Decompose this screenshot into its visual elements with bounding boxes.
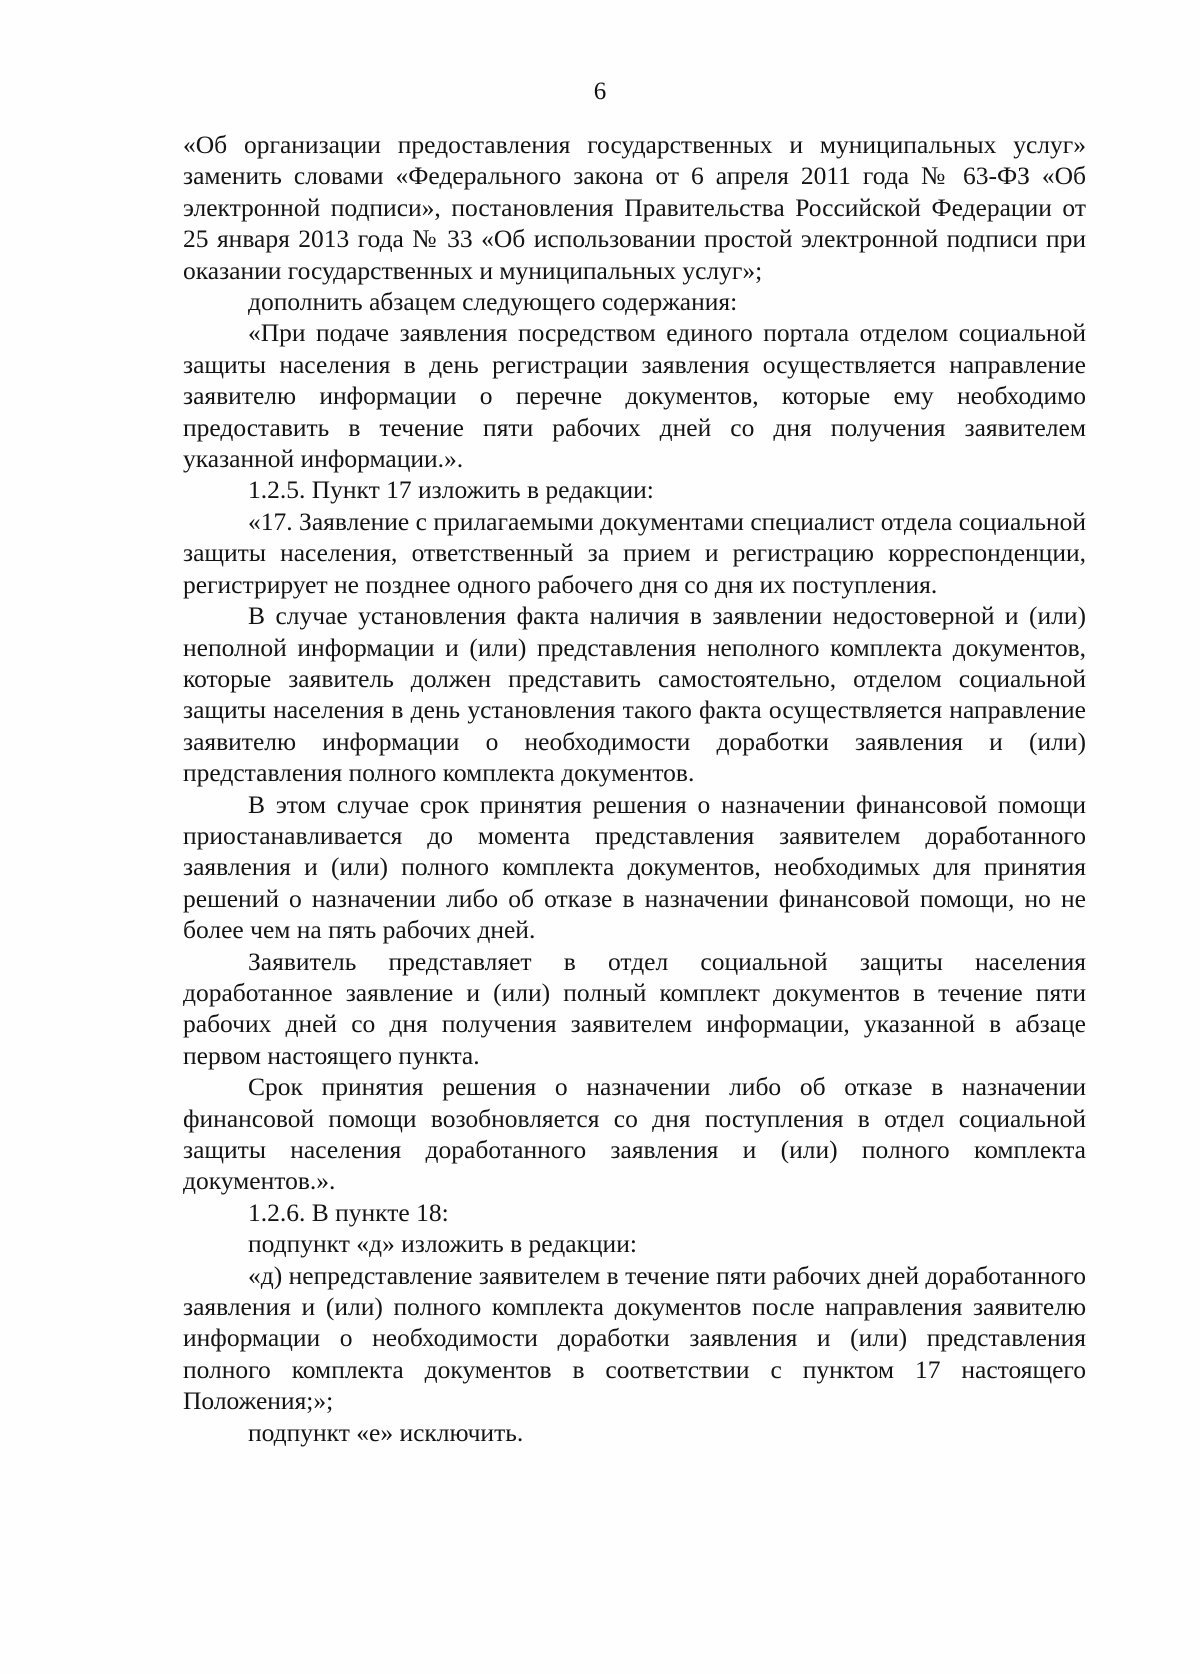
paragraph-11: подпункт «д» изложить в редакции:: [248, 1229, 637, 1259]
document-body: [183, 129, 1086, 1448]
paragraph-5: «17. Заявление с прилагаемыми документами специалист отдела социальной защиты населения, ответственный за прием и регистрацию корреспонденции, регистрирует не позднее одного рабочего дня со дня их поступления.: [183, 506, 1086, 599]
paragraph-4: 1.2.5. Пункт 17 изложить в редакции:: [248, 475, 654, 505]
paragraph-13: подпункт «е» исключить.: [248, 1417, 524, 1447]
page-number: 6: [593, 78, 607, 105]
paragraph-10: 1.2.6. В пункте 18:: [248, 1197, 449, 1227]
paragraph-3: «При подаче заявления посредством единого портала отделом социальной защиты населения в день регистрации заявления осуществляется направление заявителю информации о перечне документов, которые ему необходимо предоставить в течение пяти рабочих дней со дня получения заявителем указанной информации.».: [183, 318, 1086, 474]
paragraph-9: Срок принятия решения о назначении либо об отказе в назначении финансовой помощи возобновляется со дня поступления в отдел социальной защиты населения доработанного заявления и (или) полного комплекта документов.».: [183, 1072, 1086, 1196]
paragraph-1: «Об организации предоставления государственных и муниципальных услуг» заменить словами «Федерального закона от 6 апреля 2011 года № 63-ФЗ «Об электронной подписи», постановления Правительства Российской Федерации от 25 января 2013 года № 33 «Об использовании простой электронной подписи при оказании государственных и муниципальных услуг»;: [183, 130, 1086, 285]
paragraph-7: В этом случае срок принятия решения о назначении финансовой помощи приостанавливается до момента представления заявителем доработанного заявления и (или) полного комплекта документов, необходимых для принятия решений о назначении либо об отказе в назначении финансовой помощи, но не более чем на пять рабочих дней.: [183, 789, 1086, 945]
paragraph-12: «д) непредставление заявителем в течение пяти рабочих дней доработанного заявления и (или) полного комплекта документов после направления заявителю информации о необходимости доработки заявления и (или) представления полного комплекта документов в соответствии с пунктом 17 настоящего Положения;»;: [183, 1260, 1086, 1416]
paragraph-8: Заявитель представляет в отдел социальной защиты населения доработанное заявление и (или) полный комплект документов в течение пяти рабочих дней со дня получения заявителем информации, указанной в абзаце первом настоящего пункта.: [183, 946, 1086, 1070]
paragraph-2: дополнить абзацем следующего содержания:: [248, 287, 738, 317]
paragraph-6: В случае установления факта наличия в заявлении недостоверной и (или) неполной информации и (или) представления неполного комплекта документов, которые заявитель должен представить самостоятельно, отделом социальной защиты населения в день установления такого факта осуществляется направление заявителю информации о необходимости доработки заявления и (или) представления полного комплекта документов.: [183, 601, 1086, 788]
